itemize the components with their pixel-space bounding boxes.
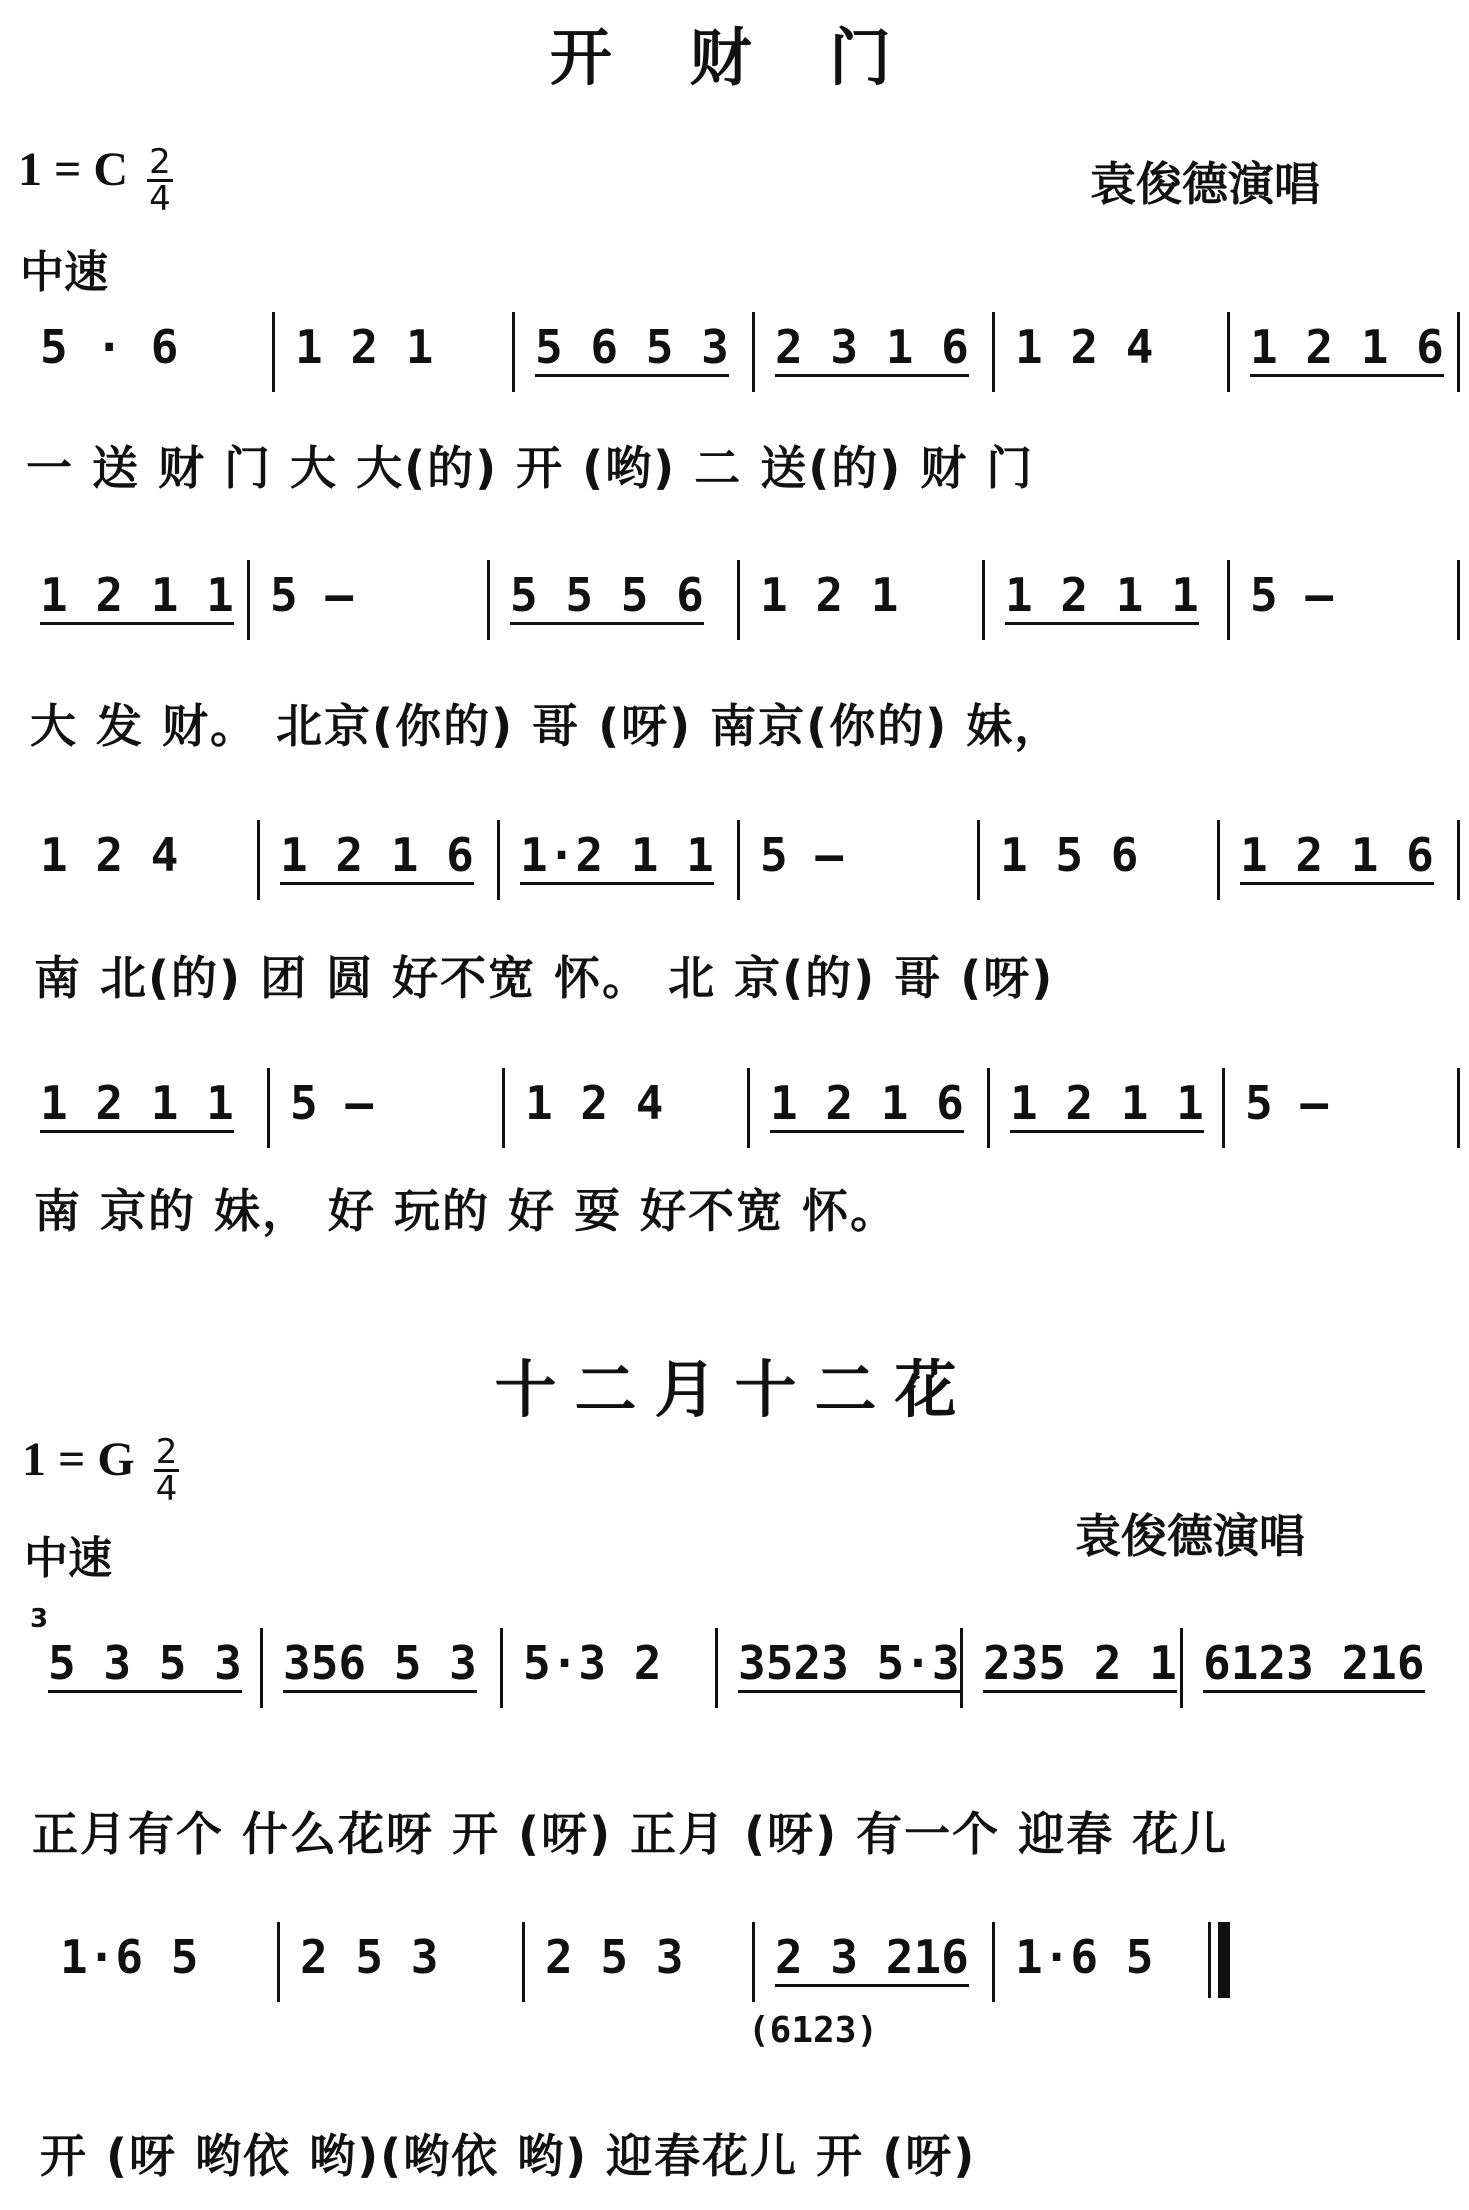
alternate-notes: (6123) xyxy=(748,2010,879,2051)
song1-key-signature xyxy=(18,142,173,219)
song1-lyrics-4: 南 京的 妹， 好 玩的 好 耍 好不宽 怀。 xyxy=(34,1184,899,1238)
measure: 1 2 1 6 xyxy=(260,820,500,900)
final-barline-thin xyxy=(1208,1922,1211,1998)
measure: 1·2 1 1 xyxy=(500,820,740,900)
measure: 1 2 1 1 xyxy=(985,560,1230,640)
measure: 5 — xyxy=(250,560,490,640)
song1-tempo: 中速 xyxy=(20,247,108,298)
song1-lyrics-2: 大 发 财。 北京(你的) 哥 (呀) 南京(你的) 妹， xyxy=(30,699,1063,753)
measure: 5 — xyxy=(270,1068,505,1148)
measure: 5 — xyxy=(740,820,980,900)
song1-lyrics-1: 一 送 财 门 大 大(的) 开 (哟) 二 送(的) 财 门 xyxy=(26,441,1035,495)
measure: 1 5 6 xyxy=(980,820,1220,900)
measure: 1 2 1 1 xyxy=(20,560,250,640)
song1-row-1 xyxy=(20,312,1460,392)
measure: 1 2 1 6 xyxy=(1220,820,1460,900)
song1-row-4 xyxy=(20,1068,1460,1148)
measure: 1 2 1 1 xyxy=(20,1068,270,1148)
measure: 2 3 216 xyxy=(755,1922,995,2002)
song1-singer: 袁俊德演唱 xyxy=(1090,157,1320,211)
final-barline-thick xyxy=(1218,1922,1230,1998)
measure: 1 2 4 xyxy=(505,1068,750,1148)
song2-lyrics-2: 开 (呀 哟依 哟)(哟依 哟) 迎春花儿 开 (呀) xyxy=(40,2129,977,2183)
song2-row-2 xyxy=(40,1922,1220,2002)
measure: 1 2 4 xyxy=(20,820,260,900)
song2-time-num: 2 xyxy=(155,1432,178,1472)
measure: 5 — xyxy=(1230,560,1460,640)
measure: 6123 216 xyxy=(1183,1628,1458,1708)
measure: 5 3 5 3 xyxy=(28,1628,263,1708)
measure: 1 2 1 6 xyxy=(1230,312,1460,392)
song2-key: 1 = G xyxy=(22,1433,135,1486)
measure: 5 5 5 6 xyxy=(490,560,740,640)
song1-row-3 xyxy=(20,820,1460,900)
song1-time-den: 4 xyxy=(149,179,171,219)
song1-time-signature xyxy=(147,142,173,219)
measure: 356 5 3 xyxy=(263,1628,503,1708)
song1-title: 开 财 门 xyxy=(549,21,920,94)
measure: 2 5 3 xyxy=(280,1922,525,2002)
measure: 1·6 5 xyxy=(40,1922,280,2002)
measure: 2 3 1 6 xyxy=(755,312,995,392)
measure: 1 2 1 xyxy=(740,560,985,640)
song2-time-signature xyxy=(154,1432,180,1509)
song2-row-1 xyxy=(28,1628,1458,1708)
measure: 2 5 3 xyxy=(525,1922,755,2002)
song2-time-den: 4 xyxy=(155,1469,178,1509)
song2-lyrics-1: 正月有个 什么花呀 开 (呀) 正月 (呀) 有一个 迎春 花儿 xyxy=(32,1807,1229,1861)
measure: 1 2 1 6 xyxy=(750,1068,990,1148)
measure: 5 — xyxy=(1225,1068,1460,1148)
song1-time-num: 2 xyxy=(149,142,171,182)
measure: 1·6 5 xyxy=(1015,1930,1154,1984)
song2-key-signature xyxy=(22,1432,179,1509)
song2-tempo: 中速 xyxy=(24,1533,112,1584)
song2-singer: 袁俊德演唱 xyxy=(1075,1509,1305,1563)
measure: 5·3 2 xyxy=(503,1628,718,1708)
measure: 1 2 1 xyxy=(275,312,515,392)
song1-lyrics-3: 南 北(的) 团 圆 好不宽 怀。 北 京(的) 哥 (呀) xyxy=(34,951,1055,1005)
song1-row-2 xyxy=(20,560,1460,640)
song2-title: 十二月十二花 xyxy=(494,1353,975,1426)
grace-note: 3 xyxy=(30,1604,49,1634)
measure: 235 2 1 xyxy=(963,1628,1183,1708)
measure: 1 2 4 xyxy=(995,312,1230,392)
measure: 5 6 5 3 xyxy=(515,312,755,392)
measure: 3523 5·3 xyxy=(718,1628,963,1708)
song1-key: 1 = C xyxy=(18,143,129,196)
measure: 5 · 6 xyxy=(20,312,275,392)
measure: 1 2 1 1 xyxy=(990,1068,1225,1148)
